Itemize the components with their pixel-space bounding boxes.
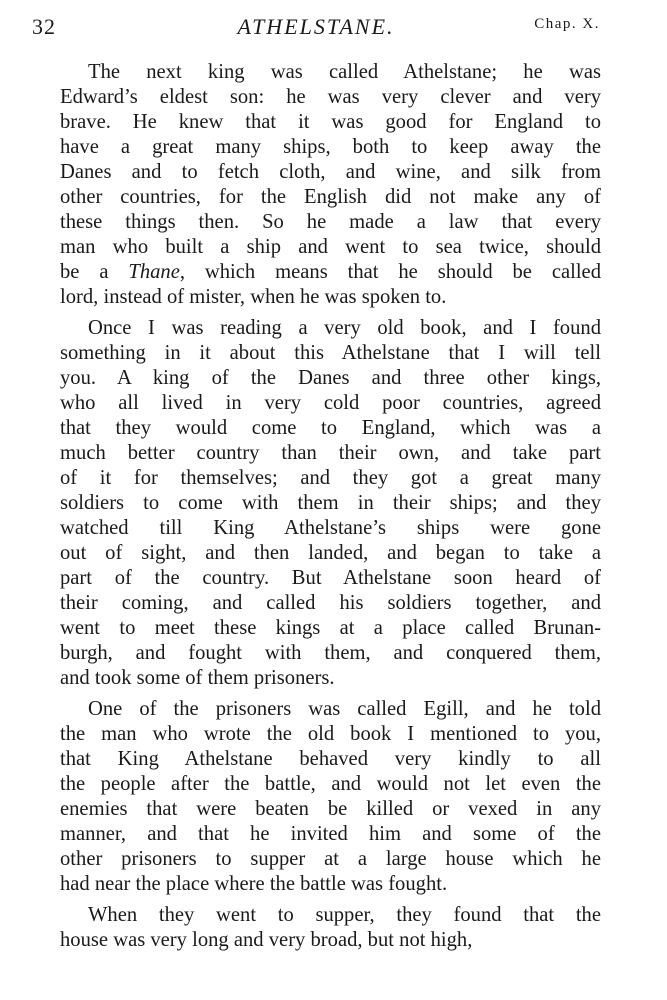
text-line: other prisoners to supper at a large house which he <box>60 848 601 870</box>
text-line: other countries, for the English did not make any of <box>60 186 601 208</box>
text-line: enemies that were beaten be killed or vexed in any <box>60 798 601 820</box>
page-body <box>60 60 601 953</box>
text-line: something in it about this Athelstane that I will tell <box>60 342 601 364</box>
text-line: burgh, and fought with them, and conquered them, <box>60 642 601 664</box>
text-line: had near the place where the battle was fought. <box>60 873 448 895</box>
text-line: their coming, and called his soldiers together, and <box>60 592 601 614</box>
running-title: ATHELSTANE. <box>237 14 395 39</box>
text-line: man who built a ship and went to sea twice, should <box>60 236 601 258</box>
text-line: much better country than their own, and take part <box>60 442 601 464</box>
text-line: that King Athelstane behaved very kindly to all <box>60 748 601 770</box>
italic-term: Thane <box>128 261 180 283</box>
text-line: lord, instead of mister, when he was spoken to. <box>60 286 447 308</box>
chapter-label: Chap. X. <box>534 16 600 32</box>
text-line: the man who wrote the old book I mentioned to you, <box>60 723 601 745</box>
text-line: house was very long and very broad, but not high, <box>60 929 473 951</box>
text-line: Once I was reading a very old book, and I found <box>88 317 601 339</box>
line-text: , which means that he should be called <box>179 261 601 283</box>
paragraph <box>60 316 601 691</box>
text-line: and took some of them prisoners. <box>60 667 335 689</box>
text-line: part of the country. But Athelstane soon heard of <box>60 567 601 589</box>
text-line: soldiers to come with them in their ships; and they <box>60 492 601 514</box>
text-line: watched till King Athelstane’s ships were gone <box>60 517 601 539</box>
text-line <box>60 260 601 285</box>
text-line: have a great many ships, both to keep away the <box>60 136 601 158</box>
text-line: that they would come to England, which was a <box>60 417 601 439</box>
text-line: of it for themselves; and they got a great many <box>60 467 601 489</box>
text-line: Danes and to fetch cloth, and wine, and silk from <box>60 161 601 183</box>
text-line: these things then. So he made a law that every <box>60 211 601 233</box>
text-line: The next king was called Athelstane; he was <box>88 61 601 83</box>
page-number: 32 <box>32 14 56 39</box>
text-line: manner, and that he invited him and some of the <box>60 823 601 845</box>
text-line: Edward’s eldest son: he was very clever and very <box>60 86 601 108</box>
text-line: you. A king of the Danes and three other kings, <box>60 367 601 389</box>
text-line: brave. He knew that it was good for England to <box>60 111 601 133</box>
text-line: One of the prisoners was called Egill, and he told <box>88 698 601 720</box>
line-text: be a <box>60 261 129 283</box>
text-line: went to meet these kings at a place called Brunan- <box>60 617 601 639</box>
paragraph <box>60 60 601 310</box>
text-line: out of sight, and then landed, and began to take a <box>60 542 601 564</box>
paragraph <box>60 697 601 897</box>
page-header <box>32 14 600 48</box>
text-line: the people after the battle, and would not let even the <box>60 773 601 795</box>
text-line: who all lived in very cold poor countries, agreed <box>60 392 601 414</box>
text-line: When they went to supper, they found that the <box>88 904 601 926</box>
paragraph <box>60 903 601 953</box>
